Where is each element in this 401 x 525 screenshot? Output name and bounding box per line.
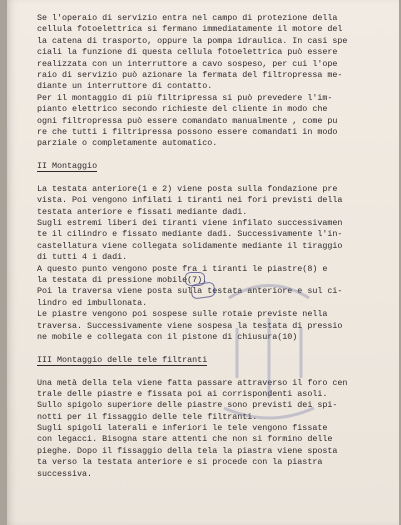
text-line: Sugli spigoli laterali e inferiori le tele vengono fissate: [37, 423, 328, 434]
text-line: la testata di pressione mobile(7).: [37, 274, 208, 285]
text-line: vista. Poi vengono infilati i tiranti nei fori previsti della: [37, 195, 343, 206]
text-line: te il cilindro e fissato mediante dadi. Successivamente l'in-: [37, 229, 343, 240]
text-line: pieghe. Dopo il fissaggio della tela la piastra viene sposta: [37, 445, 338, 456]
text-line: traversa. Successivamente viene sospesa la testata di pressio: [37, 320, 343, 331]
text-line: notti per il fissaggio delle tele filtranti.: [37, 411, 258, 422]
stamp-shape: [209, 268, 329, 428]
document-page: [7, 0, 399, 525]
text-line: di tutti 4 i dadi.: [37, 252, 128, 263]
text-line: realizzata con un interruttore a cavo sospeso, per cui l'ope: [37, 58, 338, 69]
text-line: trale delle piastre e fissata poi ai corrispondenti asoli.: [37, 388, 328, 399]
text-line: Per il montaggio di più filtripressa si può prevedere l'im-: [37, 92, 333, 103]
text-line: con legacci. Bisogna stare attenti che non si formino delle: [37, 434, 333, 445]
text-line: Sugli estremi liberi dei tiranti viene infilato successivamen: [37, 218, 343, 229]
blank-line: [37, 172, 389, 183]
text-line: cellula fotoelettrica si fermano immediatamente il motore del: [37, 24, 343, 35]
text-line: castellatura viene collegata solidamente mediante il tiraggio: [37, 240, 343, 251]
text-line: raio di servizio può azionare la fermata del filtropressa me-: [37, 69, 343, 80]
text-line: ne mobile e collegata con il pistone di chiusura(10): [37, 331, 298, 342]
text-line: successiva.: [37, 468, 93, 479]
text-line: ciali la funzione di questa cellula fotoelettrica può essere: [37, 47, 338, 58]
text-line: La testata anteriore(1 e 2) viene posta sulla fondazione pre: [37, 183, 338, 194]
blank-line: [37, 150, 389, 161]
text-line: Poi la traversa viene posta sulla testata anteriore e sul ci-: [37, 286, 343, 297]
section-heading-montaggio: II Montaggio: [37, 161, 98, 172]
text-line: Una metà della tela viene fatta passare attraverso il foro cen: [37, 377, 348, 388]
text-line: ogni filtropressa può essere comandato manualmente , come pu: [37, 115, 338, 126]
text-line: pianto elettrico secondo richieste del cliente in modo che: [37, 104, 328, 115]
text-line: re che tutti i filtripressa possono essere comandati in modo: [37, 126, 338, 137]
text-line: testata anteriore e fissati mediante dadi.: [37, 206, 248, 217]
section-heading-wrap: [37, 161, 389, 172]
text-line: ta verso la testata anteriore e si procede con la piastra: [37, 457, 323, 468]
faint-stamp-watermark: [209, 268, 329, 428]
text-line: Se l'operaio di servizio entra nel campo di protezione della: [37, 13, 338, 23]
text-line: A questo punto vengono poste fra i tiranti le piastre(8) e: [37, 263, 328, 274]
text-line: la catena di trasporto, oppure la pompa idraulica. In casi spe: [37, 35, 348, 46]
text-line: Sullo spigolo superiore delle piastre sono previsti dei spi-: [37, 400, 338, 411]
text-line: parziale o completamente automatico.: [37, 138, 218, 149]
text-line: diante un interruttore di contatto.: [37, 81, 213, 92]
paragraph-electrical: [37, 13, 389, 150]
section-heading-tele-filtranti: III Montaggio delle tele filtranti: [37, 354, 208, 365]
text-line: lindro ed imbullonata.: [37, 297, 148, 308]
text-line: Le piastre vengono poi sospese sulle rotaie previste nella: [37, 309, 328, 320]
